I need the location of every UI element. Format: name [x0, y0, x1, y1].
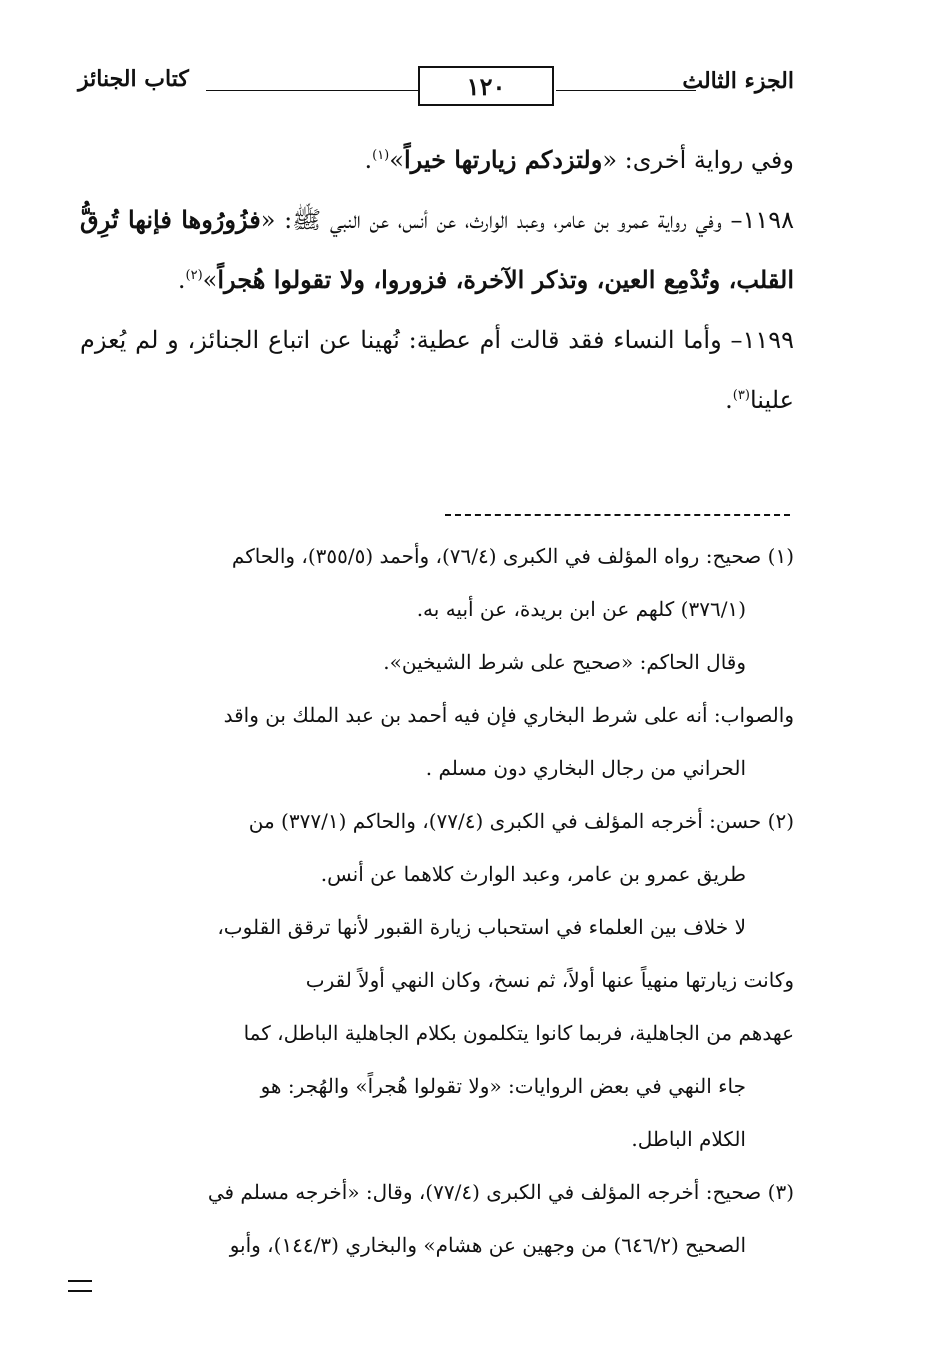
footnote-line: (٣٧٦/١) كلهم عن ابن بريدة، عن أبيه به. — [416, 597, 746, 621]
footnote-line: الكلام الباطل. — [631, 1127, 746, 1151]
p1-intro: وفي رواية أخرى: « — [602, 146, 794, 174]
footnote-line: عهدهم من الجاهلية، فربما كانوا يتكلمون بكلام الجاهلية الباطل، كما — [243, 1021, 794, 1045]
p2-quote: فزُورُوها فإنها تُرِقُّ القلب، وتُدْمِع العين، وتذكر الآخرة، فزوروا، ولا تقولوا هُجراً — [80, 205, 794, 294]
footnote-line: الحراني من رجال البخاري دون مسلم . — [425, 756, 746, 780]
p2-end: . — [177, 266, 186, 294]
footnotes — [76, 530, 794, 1272]
footnote-line: جاء النهي في بعض الروايات: «ولا تقولوا هُجراً» والهُجر: هو — [260, 1074, 746, 1098]
p2-intro: ١١٩٨– وفي رواية عمرو بن عامر، وعبد الوارث، عن أنس، عن النبي ﷺ: « — [260, 206, 795, 234]
header-rule-left — [206, 90, 418, 91]
footnote-line: طريق عمرو بن عامر، وعبد الوارث كلاهما عن أنس. — [320, 862, 746, 886]
footnote-line: والصواب: أنه على شرط البخاري فإن فيه أحمد بن عبد الملك بن واقد — [223, 703, 794, 727]
footnote-line: (١) صحيح: رواه المؤلف في الكبرى (٧٦/٤)، وأحمد (٣٥٥/٥)، والحاكم — [231, 544, 794, 568]
paragraph-1 — [80, 130, 794, 190]
continuation-mark — [68, 1280, 92, 1292]
footnote-line: الصحيح (٦٤٦/٢) من وجهين عن هشام» والبخاري (١٤٤/٣)، وأبو — [229, 1233, 746, 1257]
header-rule-right — [556, 90, 696, 91]
main-text — [80, 130, 794, 430]
footnote-line: (٢) حسن: أخرجه المؤلف في الكبرى (٧٧/٤)، والحاكم (٣٧٧/١) من — [248, 809, 794, 833]
p1-end: . — [364, 146, 373, 174]
p3-text: ١١٩٩– وأما النساء فقد قالت أم عطية: نُهينا عن اتباع الجنائز، و لم يُعزم علينا — [80, 326, 794, 414]
p3-end: . — [725, 386, 733, 414]
footnote-line: لا خلاف بين العلماء في استحباب زيارة القبور لأنها ترقق القلوب، — [217, 915, 746, 939]
page-header — [78, 60, 794, 112]
footnote-ref-1[interactable]: (١) — [372, 148, 390, 163]
footnote-ref-2[interactable]: (٢) — [185, 268, 203, 283]
footnote-ref-3[interactable]: (٣) — [732, 388, 750, 403]
footnote-line: وكانت زيارتها منهياً عنها أولاً، ثم نسخ، وكان النهي أولاً لقرب — [305, 968, 794, 992]
footnote-separator — [445, 514, 790, 516]
page-number-box — [418, 66, 554, 106]
part-title: الجزء الثالث — [682, 68, 794, 94]
footnote-line: (٣) صحيح: أخرجه المؤلف في الكبرى (٧٧/٤)، وقال: «أخرجه مسلم في — [207, 1180, 794, 1204]
book-title: كتاب الجنائز — [78, 66, 189, 92]
p2-close: » — [202, 266, 218, 294]
paragraph-2 — [80, 190, 794, 310]
page-number: ١٢٠ — [466, 71, 506, 101]
footnote-line: وقال الحاكم: «صحيح على شرط الشيخين». — [383, 650, 746, 674]
paragraph-3 — [80, 310, 794, 430]
p1-quote: ولتزدكم زيارتها خيراً — [403, 145, 603, 174]
p1-close: » — [389, 146, 404, 174]
